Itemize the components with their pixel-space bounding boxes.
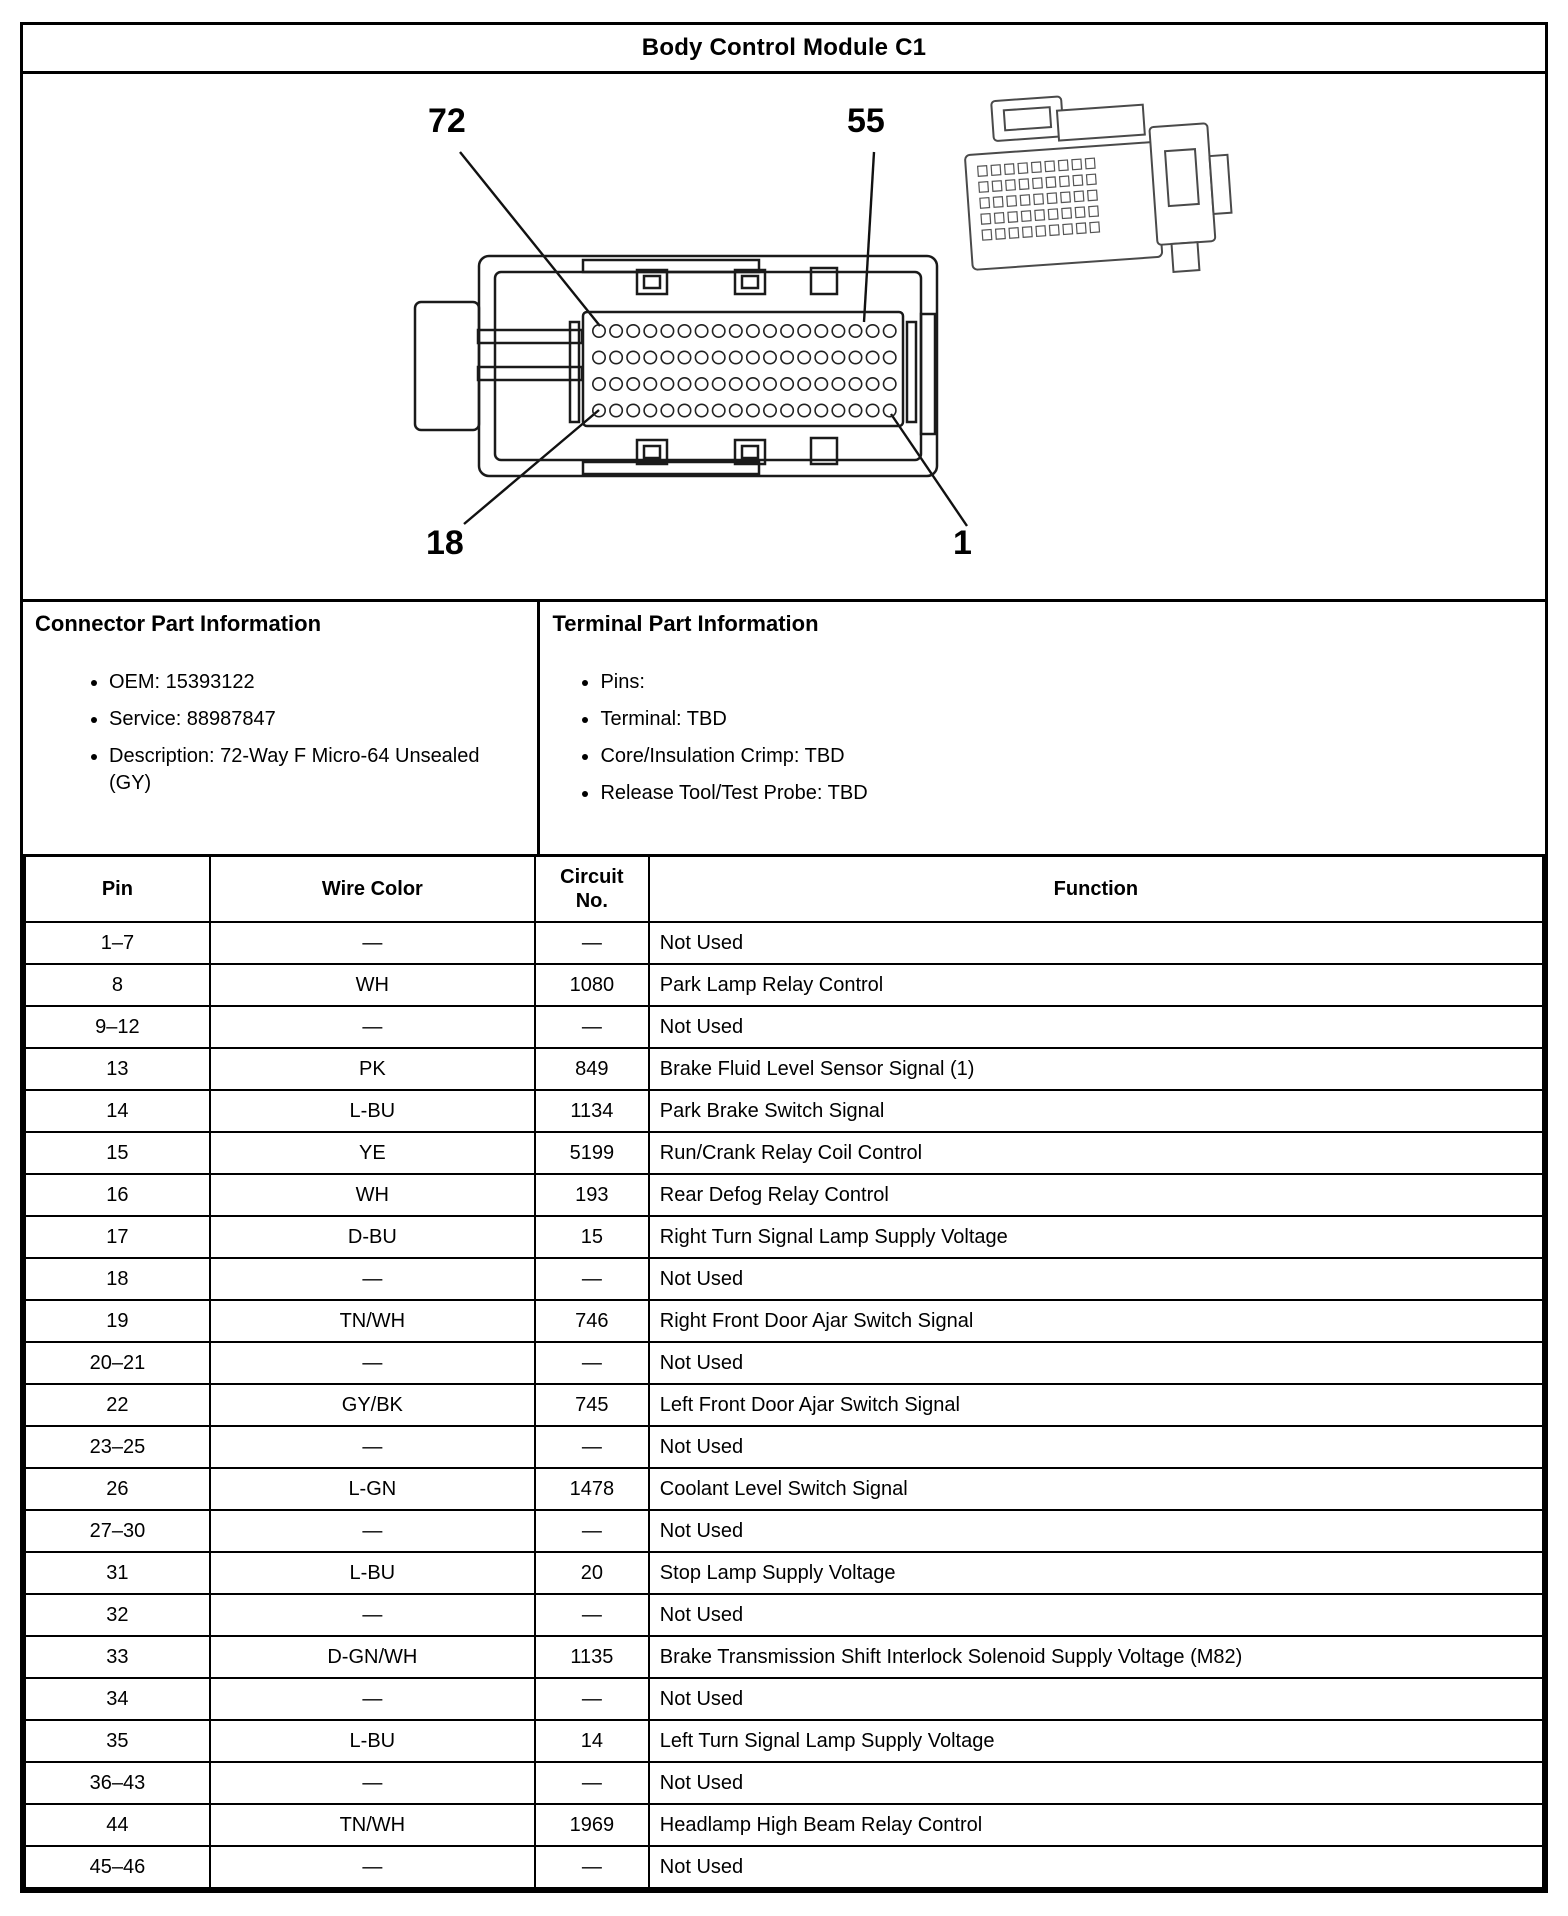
circuit-no-cell: — xyxy=(535,1258,649,1300)
wire-color-cell: — xyxy=(210,1510,535,1552)
list-item: • Core/Insulation Crimp: TBD xyxy=(600,743,1545,770)
function-cell: Headlamp High Beam Relay Control xyxy=(649,1804,1544,1846)
table-row xyxy=(25,1006,1544,1048)
circuit-no-cell: 745 xyxy=(535,1384,649,1426)
terminal-part-information xyxy=(540,602,1545,854)
pin-cell: 16 xyxy=(25,1174,210,1216)
table-row xyxy=(25,922,1544,964)
circuit-no-cell: — xyxy=(535,1594,649,1636)
circuit-no-cell: 1478 xyxy=(535,1468,649,1510)
pin-cell: 1–7 xyxy=(25,922,210,964)
list-item: • Terminal: TBD xyxy=(600,706,1545,733)
pin-cell: 31 xyxy=(25,1552,210,1594)
pin-cell: 14 xyxy=(25,1090,210,1132)
list-item: • OEM: 15393122 xyxy=(109,669,507,696)
function-cell: Brake Transmission Shift Interlock Solenoid Supply Voltage (M82) xyxy=(649,1636,1544,1678)
table-row xyxy=(25,1678,1544,1720)
circuit-no-cell: 746 xyxy=(535,1300,649,1342)
part-information-section xyxy=(23,602,1545,854)
wire-color-cell: — xyxy=(210,1762,535,1804)
function-cell: Stop Lamp Supply Voltage xyxy=(649,1552,1544,1594)
wire-color-cell: — xyxy=(210,1426,535,1468)
table-row xyxy=(25,1552,1544,1594)
connector-face-diagram xyxy=(23,74,1545,599)
circuit-no-cell: 14 xyxy=(535,1720,649,1762)
connector-diagram-section xyxy=(23,74,1545,602)
table-row xyxy=(25,964,1544,1006)
wire-color-cell: TN/WH xyxy=(210,1300,535,1342)
function-cell: Left Front Door Ajar Switch Signal xyxy=(649,1384,1544,1426)
wire-color-cell: — xyxy=(210,1342,535,1384)
pin-label-1: 1 xyxy=(953,524,972,562)
table-header-row xyxy=(25,856,1544,923)
table-row xyxy=(25,1174,1544,1216)
pin-cell: 9–12 xyxy=(25,1006,210,1048)
wire-color-cell: — xyxy=(210,1846,535,1889)
page-frame xyxy=(20,22,1548,1893)
table-row xyxy=(25,1468,1544,1510)
pin-grid xyxy=(593,325,896,417)
connector-3d-illustration xyxy=(961,85,1235,286)
table-row xyxy=(25,1426,1544,1468)
table-row xyxy=(25,1300,1544,1342)
list-item: • Pins: xyxy=(600,669,1545,696)
pin-cell: 19 xyxy=(25,1300,210,1342)
circuit-no-cell: — xyxy=(535,1342,649,1384)
list-item: • Service: 88987847 xyxy=(109,706,507,733)
pin-cell: 17 xyxy=(25,1216,210,1258)
col-header-pin: Pin xyxy=(25,856,210,923)
function-cell: Park Lamp Relay Control xyxy=(649,964,1544,1006)
function-cell: Left Turn Signal Lamp Supply Voltage xyxy=(649,1720,1544,1762)
circuit-no-cell: 5199 xyxy=(535,1132,649,1174)
circuit-no-cell: — xyxy=(535,1510,649,1552)
function-cell: Not Used xyxy=(649,1006,1544,1048)
wire-color-cell: — xyxy=(210,1594,535,1636)
pin-cell: 45–46 xyxy=(25,1846,210,1889)
table-row xyxy=(25,1510,1544,1552)
pin-cell: 34 xyxy=(25,1678,210,1720)
circuit-no-cell: 15 xyxy=(535,1216,649,1258)
col-header-wire-color: Wire Color xyxy=(210,856,535,923)
pin-label-72: 72 xyxy=(428,102,466,140)
table-row xyxy=(25,1594,1544,1636)
wire-color-cell: WH xyxy=(210,1174,535,1216)
wire-color-cell: D-GN/WH xyxy=(210,1636,535,1678)
pin-cell: 36–43 xyxy=(25,1762,210,1804)
function-cell: Not Used xyxy=(649,1426,1544,1468)
circuit-no-cell: — xyxy=(535,1426,649,1468)
table-row xyxy=(25,1216,1544,1258)
table-row xyxy=(25,1846,1544,1889)
page-title: Body Control Module C1 xyxy=(23,25,1545,74)
list-item: • Release Tool/Test Probe: TBD xyxy=(600,780,1545,807)
wire-color-cell: GY/BK xyxy=(210,1384,535,1426)
wire-color-cell: TN/WH xyxy=(210,1804,535,1846)
table-row xyxy=(25,1384,1544,1426)
pinout-table xyxy=(23,854,1545,1890)
table-row xyxy=(25,1048,1544,1090)
connector-housing xyxy=(415,256,937,476)
pin-cell: 27–30 xyxy=(25,1510,210,1552)
table-row xyxy=(25,1132,1544,1174)
pin-label-18: 18 xyxy=(426,524,464,562)
pin-cell: 20–21 xyxy=(25,1342,210,1384)
function-cell: Not Used xyxy=(649,1762,1544,1804)
circuit-no-cell: — xyxy=(535,1762,649,1804)
function-cell: Rear Defog Relay Control xyxy=(649,1174,1544,1216)
wire-color-cell: — xyxy=(210,1678,535,1720)
pin-cell: 13 xyxy=(25,1048,210,1090)
wire-color-cell: PK xyxy=(210,1048,535,1090)
pin-cell: 18 xyxy=(25,1258,210,1300)
circuit-no-cell: 849 xyxy=(535,1048,649,1090)
wire-color-cell: L-BU xyxy=(210,1552,535,1594)
wire-color-cell: L-BU xyxy=(210,1090,535,1132)
table-row xyxy=(25,1720,1544,1762)
function-cell: Not Used xyxy=(649,1594,1544,1636)
circuit-no-cell: 20 xyxy=(535,1552,649,1594)
pin-cell: 44 xyxy=(25,1804,210,1846)
connector-part-information xyxy=(23,602,540,854)
circuit-no-cell: 1969 xyxy=(535,1804,649,1846)
circuit-no-cell: — xyxy=(535,1678,649,1720)
pin-cell: 33 xyxy=(25,1636,210,1678)
function-cell: Coolant Level Switch Signal xyxy=(649,1468,1544,1510)
wire-color-cell: WH xyxy=(210,964,535,1006)
col-header-circuit-no: Circuit No. xyxy=(535,856,649,923)
pin-cell: 15 xyxy=(25,1132,210,1174)
pin-cell: 8 xyxy=(25,964,210,1006)
wire-color-cell: — xyxy=(210,1006,535,1048)
pin-label-55: 55 xyxy=(847,102,885,140)
pinout-table-body xyxy=(25,922,1544,1889)
function-cell: Brake Fluid Level Sensor Signal (1) xyxy=(649,1048,1544,1090)
circuit-no-cell: 193 xyxy=(535,1174,649,1216)
col-header-function: Function xyxy=(649,856,1544,923)
function-cell: Not Used xyxy=(649,1342,1544,1384)
function-cell: Run/Crank Relay Coil Control xyxy=(649,1132,1544,1174)
table-row xyxy=(25,1342,1544,1384)
function-cell: Right Turn Signal Lamp Supply Voltage xyxy=(649,1216,1544,1258)
pin-cell: 23–25 xyxy=(25,1426,210,1468)
circuit-no-cell: — xyxy=(535,1846,649,1889)
wire-color-cell: — xyxy=(210,922,535,964)
function-cell: Not Used xyxy=(649,922,1544,964)
circuit-no-cell: — xyxy=(535,922,649,964)
pin-cell: 22 xyxy=(25,1384,210,1426)
wire-color-cell: — xyxy=(210,1258,535,1300)
circuit-no-cell: — xyxy=(535,1006,649,1048)
function-cell: Park Brake Switch Signal xyxy=(649,1090,1544,1132)
list-item: • Description: 72-Way F Micro-64 Unsealed (GY) xyxy=(109,743,507,797)
circuit-no-cell: 1134 xyxy=(535,1090,649,1132)
function-cell: Not Used xyxy=(649,1846,1544,1889)
pin-cell: 35 xyxy=(25,1720,210,1762)
wire-color-cell: L-GN xyxy=(210,1468,535,1510)
connector-info-heading: Connector Part Information xyxy=(35,611,322,636)
function-cell: Not Used xyxy=(649,1258,1544,1300)
table-row xyxy=(25,1804,1544,1846)
wire-color-cell: D-BU xyxy=(210,1216,535,1258)
table-row xyxy=(25,1636,1544,1678)
leader-lines xyxy=(460,152,967,526)
function-cell: Not Used xyxy=(649,1678,1544,1720)
table-row xyxy=(25,1762,1544,1804)
pin-cell: 32 xyxy=(25,1594,210,1636)
wire-color-cell: L-BU xyxy=(210,1720,535,1762)
function-cell: Not Used xyxy=(649,1510,1544,1552)
terminal-info-list xyxy=(540,669,1545,807)
wire-color-cell: YE xyxy=(210,1132,535,1174)
table-row xyxy=(25,1090,1544,1132)
terminal-info-heading: Terminal Part Information xyxy=(552,611,819,636)
pin-cell: 26 xyxy=(25,1468,210,1510)
circuit-no-cell: 1135 xyxy=(535,1636,649,1678)
function-cell: Right Front Door Ajar Switch Signal xyxy=(649,1300,1544,1342)
table-row xyxy=(25,1258,1544,1300)
connector-info-list xyxy=(23,669,537,797)
circuit-no-cell: 1080 xyxy=(535,964,649,1006)
